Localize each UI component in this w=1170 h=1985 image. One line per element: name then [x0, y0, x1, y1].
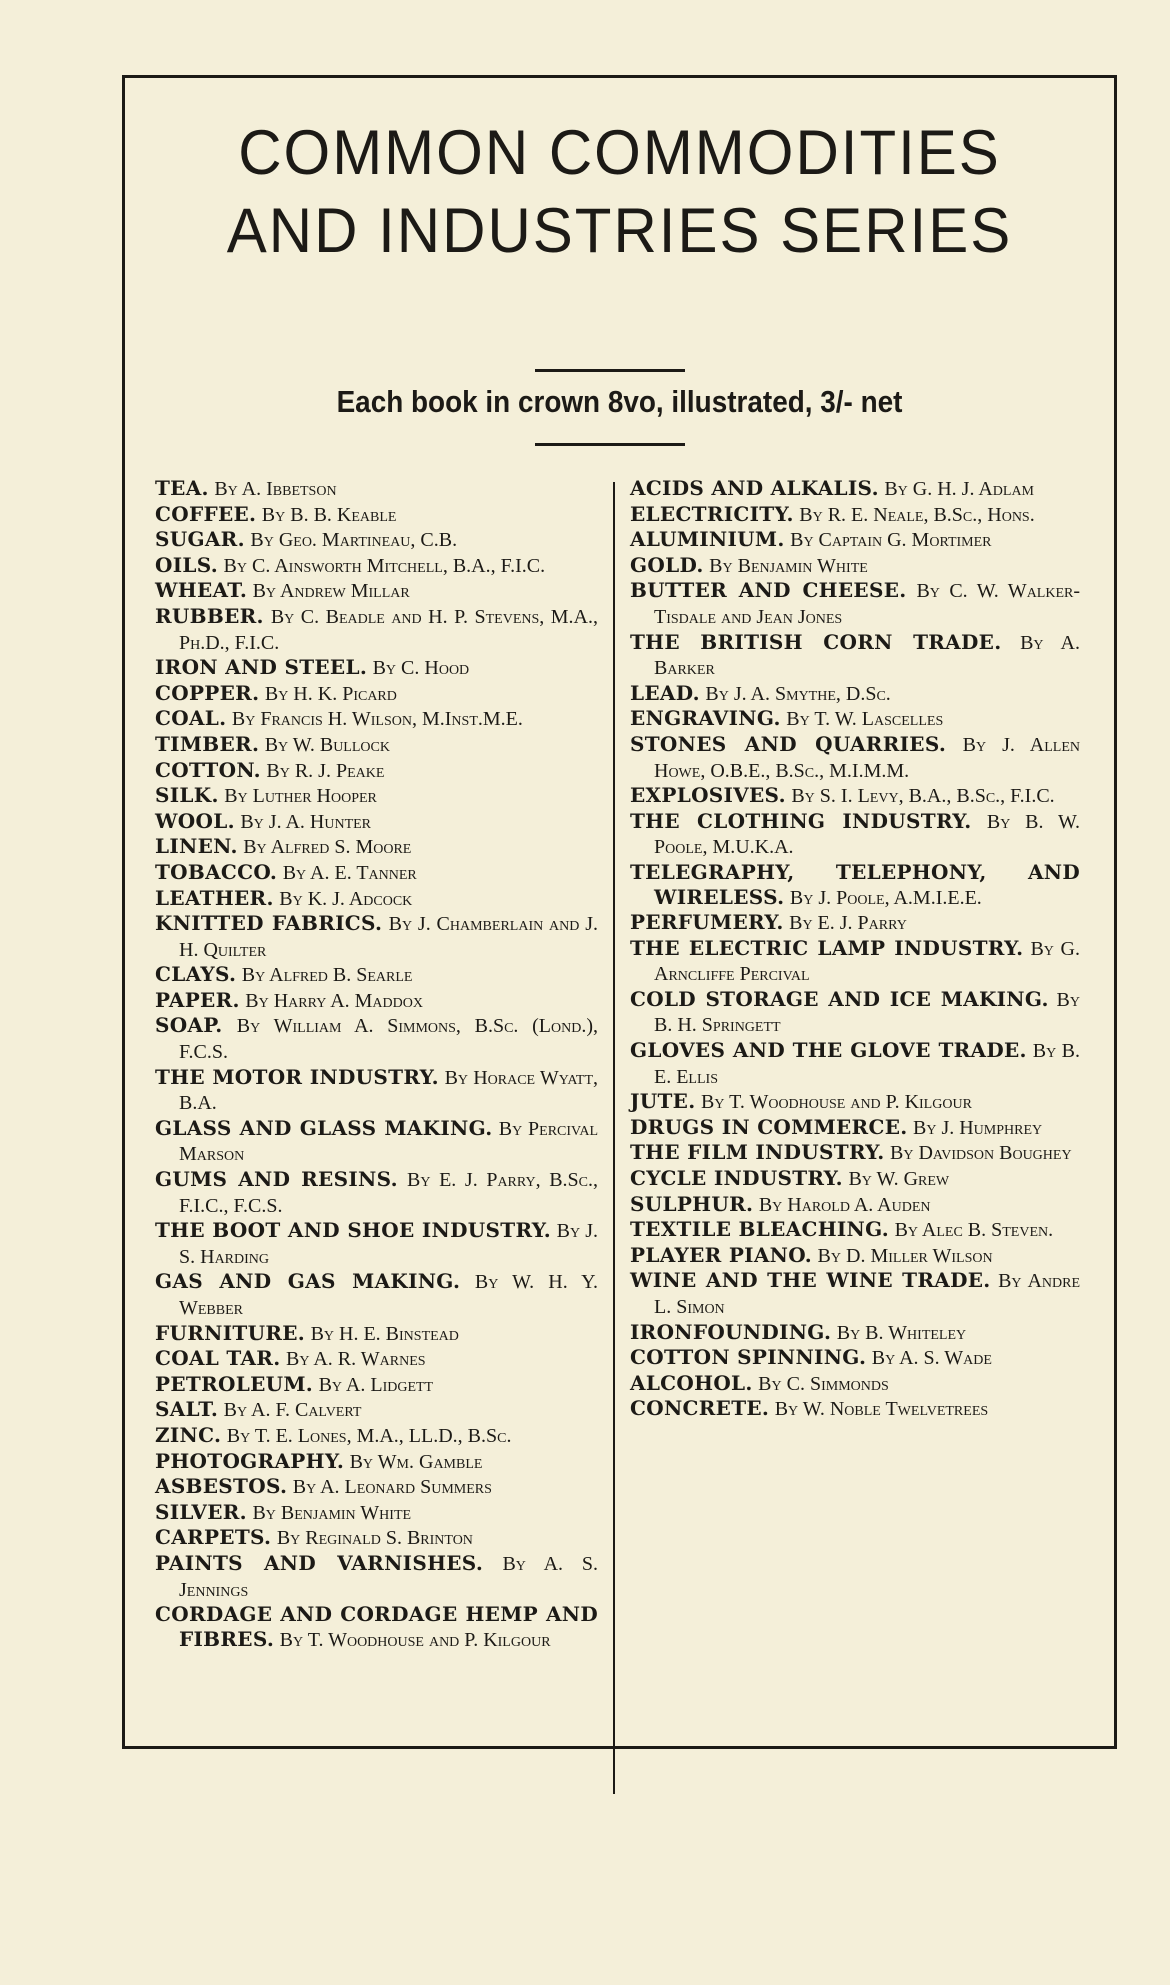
book-author: By Benjamin White: [709, 554, 868, 577]
book-title: WHEAT.: [155, 578, 248, 603]
book-author: By C. Hood: [372, 657, 470, 680]
column-divider: [613, 482, 615, 1794]
book-title: TEA.: [155, 476, 209, 500]
book-entry: [630, 578, 1080, 629]
book-title: COTTON.: [155, 757, 261, 782]
book-title: LEAD.: [630, 680, 700, 705]
book-author: By J. Allen Howe, O.B.E., B.Sc., M.I.M.M.: [654, 733, 1081, 782]
book-author: By B. H. Springett: [654, 988, 1080, 1037]
book-title: RUBBER.: [155, 603, 264, 628]
series-subtitle: Each book in crown 8vo, illustrated, 3/- net: [336, 384, 903, 419]
book-entry: [155, 527, 598, 553]
book-entry: [155, 681, 598, 707]
book-title: COAL TAR.: [155, 1346, 281, 1371]
book-entry: [155, 1321, 598, 1347]
page-frame: [122, 75, 1117, 1749]
book-entry: [630, 1192, 1080, 1218]
book-title: FURNITURE.: [155, 1320, 306, 1345]
book-entry: [155, 1372, 598, 1398]
book-entry: [155, 604, 598, 655]
book-author: By W. Grew: [848, 1168, 950, 1191]
book-title: GLASS AND GLASS MAKING.: [155, 1115, 493, 1140]
book-title: BUTTER AND CHEESE.: [630, 578, 907, 603]
book-author: By Andrew Millar: [252, 580, 410, 603]
book-author: By A. R. Warnes: [285, 1348, 426, 1371]
book-title: COTTON SPINNING.: [630, 1345, 867, 1370]
book-entry: [155, 1346, 598, 1372]
book-author: By H. K. Picard: [264, 682, 397, 705]
book-title: ASBESTOS.: [155, 1474, 288, 1499]
title-rule-bottom: [535, 443, 685, 446]
book-entry: [155, 860, 598, 886]
book-entry: [630, 681, 1080, 707]
book-entry: [630, 910, 1080, 936]
book-author: By T. Woodhouse and P. Kilgour: [279, 1628, 551, 1651]
book-author: By Harold A. Auden: [758, 1193, 931, 1216]
book-entry: [155, 809, 598, 835]
book-title: TIMBER.: [155, 731, 260, 756]
book-entry: [630, 809, 1080, 860]
book-entry: [630, 706, 1080, 732]
book-entry: [155, 1397, 598, 1423]
book-entry: [630, 476, 1080, 502]
book-title: SUGAR.: [155, 527, 245, 552]
left-column-list: [155, 476, 598, 1652]
book-author: By B. E. Ellis: [654, 1040, 1080, 1088]
book-title: SILVER.: [155, 1499, 247, 1524]
book-author: By B. Whiteley: [836, 1321, 967, 1344]
book-author: By A. Leonard Summers: [292, 1476, 492, 1499]
book-title: PETROLEUM.: [155, 1371, 314, 1396]
book-title: IRONFOUNDING.: [630, 1319, 832, 1344]
book-title: KNITTED FABRICS.: [155, 911, 383, 936]
book-title: THE MOTOR INDUSTRY.: [155, 1064, 439, 1089]
book-author: By E. J. Parry, B.Sc., F.I.C., F.C.S.: [179, 1169, 598, 1217]
book-title: PLAYER PIANO.: [630, 1242, 813, 1267]
book-entry: [155, 1423, 598, 1449]
book-entry: [630, 860, 1080, 910]
book-title: GUMS AND RESINS.: [155, 1167, 398, 1192]
series-title: [125, 114, 1114, 269]
book-entry: [155, 1065, 598, 1116]
book-entry: [155, 1474, 598, 1500]
book-title: LINEN.: [155, 834, 238, 859]
book-entry: [155, 502, 598, 528]
book-author: By J. Chamberlain and J. H. Quilter: [179, 913, 598, 961]
book-author: By J. A. Hunter: [240, 810, 372, 833]
book-entry: [155, 578, 598, 604]
book-title: THE FILM INDUSTRY.: [630, 1140, 885, 1165]
book-author: By K. J. Adcock: [279, 887, 413, 910]
book-author: By Harry A. Maddox: [245, 989, 423, 1012]
book-author: By T. Woodhouse and P. Kilgour: [701, 1091, 972, 1114]
book-title: PAPER.: [155, 987, 240, 1012]
book-title: TOBACCO.: [155, 859, 278, 884]
book-entry: [155, 988, 598, 1014]
book-author: By Reginald S. Brinton: [276, 1527, 473, 1550]
book-title: COAL.: [155, 706, 227, 731]
book-author: By J. Humphrey: [913, 1116, 1043, 1139]
book-title: COLD STORAGE AND ICE MAKING.: [630, 986, 1049, 1011]
book-author: By Davidson Boughey: [890, 1142, 1072, 1165]
book-entry: [630, 1140, 1080, 1166]
book-title: CONCRETE.: [630, 1396, 770, 1421]
book-entry: [155, 1013, 598, 1064]
book-author: By W. Noble Twelvetrees: [774, 1398, 989, 1421]
book-entry: [630, 1268, 1080, 1319]
book-author: By G. Arncliffe Percival: [654, 937, 1080, 986]
book-entry: [630, 1166, 1080, 1192]
title-line-2: AND INDUSTRIES SERIES: [226, 195, 1013, 266]
book-author: By C. Ainsworth Mitchell, B.A., F.I.C.: [223, 554, 546, 577]
book-title: PERFUMERY.: [630, 910, 784, 935]
book-author: By Francis H. Wilson, M.Inst.M.E.: [231, 708, 523, 731]
book-entry: [155, 1551, 598, 1602]
book-author: By H. E. Binstead: [310, 1322, 459, 1345]
book-author: By Captain G. Mortimer: [790, 529, 992, 552]
book-entry: [630, 1345, 1080, 1371]
book-title: EXPLOSIVES.: [630, 783, 786, 808]
book-author: By B. W. Poole, M.U.K.A.: [654, 810, 1080, 859]
book-entry: [630, 732, 1080, 783]
book-entry: [630, 1115, 1080, 1141]
book-title: DRUGS IN COMMERCE.: [630, 1114, 908, 1139]
book-author: By R. J. Peake: [266, 759, 385, 782]
right-column-list: [630, 476, 1080, 1422]
book-title: ELECTRICITY.: [630, 501, 794, 526]
book-author: By Alfred S. Moore: [243, 836, 412, 859]
book-title: CARPETS.: [155, 1525, 272, 1550]
book-title: GAS AND GAS MAKING.: [155, 1269, 461, 1294]
book-title: THE ELECTRIC LAMP INDUSTRY.: [630, 935, 1024, 960]
book-author: By Andre L. Simon: [654, 1270, 1080, 1318]
book-entry: [155, 886, 598, 912]
book-title: THE BRITISH CORN TRADE.: [630, 629, 1002, 654]
book-entry: [155, 655, 598, 681]
book-title: JUTE.: [630, 1089, 696, 1114]
book-entry: [630, 553, 1080, 579]
book-title: WINE AND THE WINE TRADE.: [630, 1268, 991, 1293]
book-title: SILK.: [155, 783, 219, 808]
book-author: By Benjamin White: [252, 1501, 412, 1524]
book-entry: [630, 1089, 1080, 1115]
book-author: By W. Bullock: [264, 733, 390, 756]
book-entry: [630, 1038, 1080, 1089]
book-title: ALCOHOL.: [630, 1370, 753, 1395]
book-author: By Percival Marson: [179, 1117, 598, 1166]
book-title: COPPER.: [155, 680, 260, 705]
book-title: CYCLE INDUSTRY.: [630, 1166, 843, 1191]
book-entry: [630, 987, 1080, 1038]
book-author: By J. Poole, A.M.I.E.E.: [789, 886, 982, 909]
book-title: THE CLOTHING INDUSTRY.: [630, 808, 972, 833]
book-entry: [155, 1500, 598, 1526]
book-entry: [155, 1116, 598, 1167]
book-author: By E. J. Parry: [789, 912, 907, 935]
book-author: By T. E. Lones, M.A., LL.D., B.Sc.: [226, 1424, 512, 1447]
book-title: STONES AND QUARRIES.: [630, 731, 947, 756]
book-author: By C. W. Walker-Tisdale and Jean Jones: [654, 580, 1081, 628]
book-entry: [155, 1602, 598, 1652]
book-title: GLOVES AND THE GLOVE TRADE.: [630, 1038, 1027, 1063]
book-author: By C. Beadle and H. P. Stevens, M.A., Ph.D., F.I.C.: [179, 605, 598, 654]
book-author: By William A. Simmons, B.Sc. (Lond.), F.C.S.: [179, 1015, 599, 1064]
book-entry: [630, 502, 1080, 528]
book-title: IRON AND STEEL.: [155, 655, 368, 680]
book-author: By Wm. Gamble: [349, 1450, 483, 1473]
book-author: By A. S. Jennings: [179, 1552, 599, 1601]
book-entry: [155, 911, 598, 962]
book-author: By T. W. Lascelles: [786, 708, 944, 731]
book-title: LEATHER.: [155, 885, 274, 910]
book-author: By D. Miller Wilson: [817, 1244, 993, 1267]
book-author: By A. E. Tanner: [282, 861, 417, 884]
book-entry: [630, 783, 1080, 809]
book-author: By Luther Hooper: [224, 785, 377, 808]
book-author: By J. A. Smythe, D.Sc.: [705, 682, 891, 705]
book-author: By C. Simmonds: [758, 1372, 889, 1395]
book-title: GOLD.: [630, 552, 704, 577]
book-author: By Geo. Martineau, C.B.: [250, 529, 458, 552]
book-entry: [155, 706, 598, 732]
book-entry: [630, 630, 1080, 681]
book-entry: [155, 1269, 598, 1320]
book-author: By A. Barker: [654, 631, 1080, 680]
book-entry: [630, 1396, 1080, 1422]
book-title: CLAYS.: [155, 962, 237, 987]
book-entry: [630, 1371, 1080, 1397]
book-author: By B. B. Keable: [261, 503, 397, 526]
book-title: SULPHUR.: [630, 1191, 754, 1216]
book-author: By G. H. J. Adlam: [884, 478, 1035, 500]
book-entry: [155, 962, 598, 988]
book-author: By S. I. Levy, B.A., B.Sc., F.I.C.: [791, 785, 1055, 808]
book-title: PHOTOGRAPHY.: [155, 1448, 345, 1473]
book-author: By W. H. Y. Webber: [179, 1271, 598, 1319]
book-title: PAINTS AND VARNISHES.: [155, 1550, 484, 1575]
book-title: CORDAGE AND CORDAGE HEMP AND FIBRES.: [155, 1602, 598, 1651]
title-line-1: COMMON COMMODITIES: [238, 117, 1001, 188]
book-entry: [155, 476, 598, 502]
book-author: By R. E. Neale, B.Sc., Hons.: [799, 503, 1035, 526]
book-entry: [155, 834, 598, 860]
book-title: OILS.: [155, 552, 219, 577]
book-title: ZINC.: [155, 1422, 222, 1447]
book-author: By A. F. Calvert: [223, 1399, 362, 1422]
book-entry: [155, 1218, 598, 1269]
book-entry: [155, 783, 598, 809]
book-title: COFFEE.: [155, 501, 257, 526]
book-entry: [630, 527, 1080, 553]
book-title: ACIDS AND ALKALIS.: [630, 476, 879, 500]
book-entry: [155, 1449, 598, 1475]
book-entry: [155, 732, 598, 758]
book-title: ENGRAVING.: [630, 706, 781, 731]
book-entry: [155, 1525, 598, 1551]
book-title: TEXTILE BLEACHING.: [630, 1217, 890, 1242]
book-entry: [630, 1320, 1080, 1346]
book-entry: [630, 1243, 1080, 1269]
book-title: SOAP.: [155, 1013, 223, 1038]
book-title: SALT.: [155, 1397, 219, 1422]
book-title: THE BOOT AND SHOE INDUSTRY.: [155, 1218, 552, 1243]
book-title: TELEGRAPHY, TELEPHONY, AND WIRELESS.: [630, 859, 1080, 909]
book-title: ALUMINIUM.: [630, 527, 785, 552]
book-title: WOOL.: [155, 808, 235, 833]
book-author: By A. S. Wade: [871, 1347, 992, 1370]
book-entry: [155, 1167, 598, 1218]
book-entry: [155, 758, 598, 784]
book-author: By A. Lidgett: [318, 1373, 434, 1396]
book-author: By Alec B. Steven.: [894, 1219, 1054, 1242]
title-rule-top: [535, 369, 685, 372]
book-author: By A. Ibbetson: [214, 478, 337, 500]
book-author: By Alfred B. Searle: [241, 964, 413, 987]
book-entry: [630, 936, 1080, 987]
book-entry: [630, 1217, 1080, 1243]
book-author: By Horace Wyatt, B.A.: [179, 1066, 598, 1115]
book-author: By J. S. Harding: [179, 1220, 599, 1268]
book-entry: [155, 553, 598, 579]
